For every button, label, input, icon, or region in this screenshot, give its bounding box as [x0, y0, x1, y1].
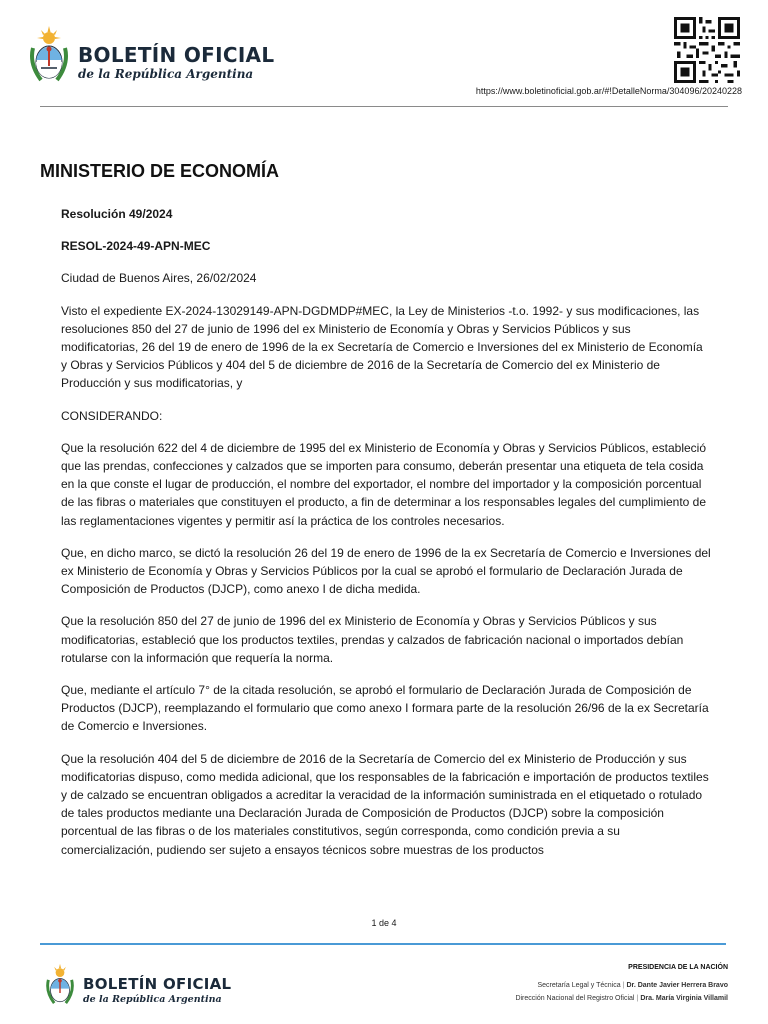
paragraph: Que la resolución 404 del 5 de diciembre de 2016 de la Secretaría de Comercio del ex Ministerio de Producción y sus modificatorias dispuso, como medida adicional, que los responsables de la fabricación e importación de productos textiles y de calzado se encuentran obligados a acreditar la veracidad de la información suministrada en el etiquetado o rotulado de tales productos mediante una Declaración Jurada de Composición de Productos (DJCP) sobre la composición porcentual de las fibras o de los materiales constitutivos, según corresponda, como condición previa a su comercialización, pudiendo ser sujeto a ensayos técnicos sobre muestras de los productos: [61, 751, 709, 857]
footer-line-2: Dirección Nacional del Registro Oficial | Dra. María Virginia Villamil: [515, 995, 728, 1002]
paragraph: Que, mediante el artículo 7° de la citada resolución, se aprobó el formulario de Declaración Jurada de Composición de Productos (DJCP), reemplazando el formulario que como anexo I formara parte de la resolución 26/96 de la ex Secretaría de Comercio e Inversiones.: [61, 683, 709, 734]
footer-brand-title: BOLETÍN OFICIAL: [83, 975, 232, 993]
place-date: Ciudad de Buenos Aires, 26/02/2024: [61, 271, 257, 286]
document-url[interactable]: https://www.boletinoficial.gob.ar/#!DetalleNorma/304096/20240228: [475, 86, 742, 96]
presidencia-label: PRESIDENCIA DE LA NACIÓN: [628, 964, 728, 971]
coat-of-arms-icon: [44, 962, 76, 1008]
office-label: Dirección Nacional del Registro Oficial: [515, 995, 635, 1002]
paragraph: Que la resolución 622 del 4 de diciembre de 1995 del ex Ministerio de Economía y Obras y Servicios Públicos, estableció que las prendas, confecciones y calzados que se importen para consumo, deberán presentar una etiqueta de tela cosida en la que conste el lugar de producción, el nombre del exportador, el nombre del importador y la composición porcentual de las fibras o materiales que constituyen el producto, a fin de determinar a los responsables legales del cumplimiento de las reglamentaciones vigentes y permitir así la práctica de los controles necesarios.: [61, 440, 707, 528]
footer-brand: [83, 976, 231, 1006]
footer-line-1: Secretaría Legal y Técnica | Dr. Dante Javier Herrera Bravo: [537, 982, 728, 989]
paragraph-visto: Visto el expediente EX-2024-13029149-APN-DGDMDP#MEC, la Ley de Ministerios -t.o. 1992- y sus modificaciones, las resoluciones 850 del 27 de junio de 1996 del ex Ministerio de Economía y Obras y Servicios Públicos y sus modificatorias, 26 del 19 de enero de 1996 de la ex Secretaría de Comercio e Inversiones del ex Ministerio de Economía y Obras y Servicios Públicos y 404 del 5 de diciembre de 2016 de la Secretaría de Comercio del ex Ministerio de Producción y sus modificatorias, y: [61, 303, 703, 391]
paragraph-considerando: CONSIDERANDO:: [61, 408, 163, 423]
page-number: 1 de 4: [371, 918, 397, 928]
ministry-title: MINISTERIO DE ECONOMÍA: [40, 161, 280, 181]
paragraph: Que, en dicho marco, se dictó la resolución 26 del 19 de enero de 1996 de la ex Secretaría de Comercio e Inversiones del ex Ministerio de Economía y Obras y Servicios Públicos por la cual se aprobó el formulario de Declaración Jurada de Composición de Productos (DJCP), como anexo I de dicha medida.: [61, 545, 711, 597]
brand-subtitle: de la República Argentina: [78, 67, 254, 81]
office-label: Secretaría Legal y Técnica: [537, 982, 621, 989]
official-name: Dr. Dante Javier Herrera Bravo: [626, 982, 728, 989]
brand: [78, 44, 274, 82]
document-body: [61, 205, 711, 873]
official-name: Dra. María Virginia Villamil: [640, 995, 728, 1002]
resolution-number: Resolución 49/2024: [61, 207, 173, 221]
qr-code-icon: [672, 17, 742, 83]
paragraph: Que la resolución 850 del 27 de junio de 1996 del ex Ministerio de Economía y Obras y Servicios Públicos y sus modificatorias, estableció que los productos textiles, prendas y calzados de fabricación nacional o importados debían rotularse con la información que requería la norma.: [61, 614, 684, 665]
header: [0, 0, 768, 108]
brand-title: BOLETÍN OFICIAL: [78, 43, 275, 67]
header-divider: [40, 106, 728, 107]
footer-brand-subtitle: de la República Argentina: [83, 994, 222, 1005]
coat-of-arms-icon: [27, 24, 71, 86]
footer-credits: [515, 964, 728, 1004]
footer-divider: [40, 943, 726, 945]
resolution-code: RESOL-2024-49-APN-MEC: [61, 239, 211, 254]
